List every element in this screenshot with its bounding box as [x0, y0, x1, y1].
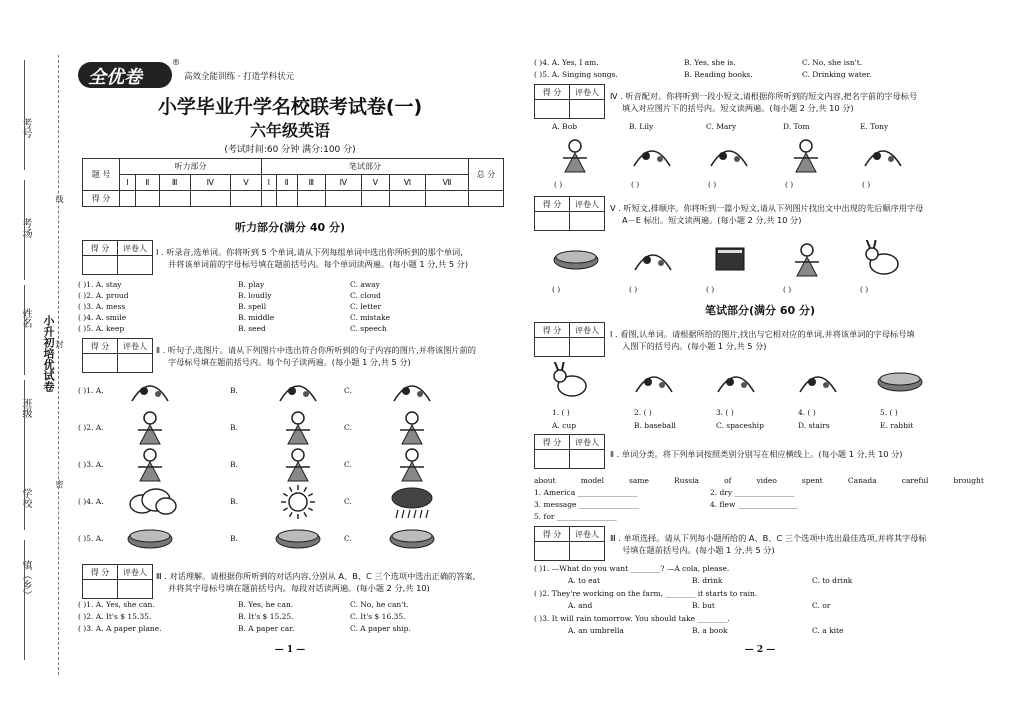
score-col-writing: Ⅱ [276, 175, 297, 191]
score-cell[interactable] [297, 191, 325, 207]
w3-option-c[interactable]: C. to drink [812, 576, 853, 585]
w1-heading: Ⅰ . 看图,认单词。请根据所给的图片,找出与它相对应的单词,并将该单词的字母标号填 入图下的括号内。(每小题 1 分,共 5 分) [610, 329, 915, 351]
score-input[interactable] [535, 338, 570, 357]
w1-answer[interactable]: 5. ( ) [880, 408, 898, 417]
town-label: 镇（乡） [20, 560, 31, 600]
dress-image [779, 240, 835, 280]
option-b[interactable]: B. play [238, 280, 265, 289]
w3-options [534, 601, 984, 614]
page-number-1: — 1 — [274, 645, 306, 655]
q2-item-label[interactable]: ( )3. A. [78, 460, 104, 469]
total-header: 总 分 [469, 159, 504, 191]
w3-options [534, 576, 984, 589]
w2-word-bank [534, 476, 984, 485]
w1-word: A. cup [552, 421, 577, 430]
w2-word: brought [953, 476, 984, 485]
sandwich-image [270, 522, 326, 556]
brand-reg: ® [172, 58, 180, 67]
list-item [78, 302, 508, 313]
score-col-writing: Ⅲ [297, 175, 325, 191]
q2-picture[interactable] [122, 411, 178, 449]
q4-picture[interactable] [856, 136, 910, 180]
score-input[interactable] [535, 212, 570, 231]
page-1 [70, 0, 510, 725]
score-cell[interactable] [425, 191, 468, 207]
q4-picture[interactable] [548, 136, 602, 180]
w2-word: Russia [673, 476, 700, 485]
q5-picture[interactable] [548, 240, 604, 284]
q4-answer-paren[interactable]: ( ) [554, 180, 563, 189]
page-number-2: — 2 — [744, 645, 776, 655]
q4-picture[interactable] [702, 136, 756, 180]
option-b[interactable]: B. Yes, she is. [684, 58, 736, 67]
seal-mi-char: 密 [55, 480, 64, 488]
option-b[interactable]: B. middle [238, 313, 275, 322]
piano-player-image [270, 411, 326, 445]
cyclist-image [625, 136, 679, 176]
option-b[interactable]: B. A paper car. [238, 624, 295, 633]
w3-option-b[interactable]: B. but [692, 601, 715, 610]
q2-picture[interactable] [384, 374, 440, 412]
w1-word: E. rabbit [880, 421, 914, 430]
writing-title: 笔试部分(满分 60 分) [704, 304, 816, 317]
score-cell[interactable] [262, 191, 276, 207]
brand-logo-text: 全优卷 [88, 67, 142, 88]
grader-input[interactable] [118, 256, 153, 275]
q4-name: E. Tony [860, 122, 889, 131]
score-cell[interactable] [190, 191, 230, 207]
option-c[interactable]: C. cloud [350, 291, 381, 300]
w3-option-a[interactable]: A. and [568, 601, 593, 610]
listening-header: 听力部分 [120, 159, 262, 175]
cup-image [872, 362, 928, 402]
q4-answer-paren[interactable]: ( ) [631, 180, 640, 189]
stairs-image [626, 362, 682, 402]
sunny-image [270, 485, 326, 519]
binding-margin [0, 0, 62, 725]
w3-options [534, 626, 984, 639]
w2-line-2[interactable]: 2. dry ________________ [710, 488, 795, 497]
q2-option-label: C. [344, 423, 352, 432]
q2-item-label[interactable]: ( )4. A. [78, 497, 104, 506]
w2-line-4[interactable]: 4. flew ________________ [710, 500, 798, 509]
score-cell[interactable] [325, 191, 361, 207]
violin-player-image [122, 411, 178, 445]
q4-picture[interactable] [779, 136, 833, 180]
q4-heading: Ⅳ . 听音配对。你将听到一段小短文,请根据你所听到的短文内容,把名字前的字母标号 填入对应图片下的括号内。短文读两遍。(每小题 2 分,共 10 分) [610, 91, 918, 113]
list-item [78, 612, 508, 624]
cloudy-image [122, 485, 178, 519]
q5-answer-paren[interactable]: ( ) [783, 285, 792, 294]
q2-option-label: B. [230, 534, 238, 543]
option-b[interactable]: B. It's $ 15.25. [238, 612, 294, 621]
option-n[interactable]: ( )5. A. Singing songs. [534, 70, 618, 79]
brand-slogan: 高效全能训练 · 打造学科状元 [184, 72, 295, 82]
q5-answer-paren[interactable]: ( ) [552, 285, 561, 294]
option-n[interactable]: ( )1. A. Yes, she can. [78, 600, 155, 609]
grader-input[interactable] [570, 212, 605, 231]
boy-image [270, 448, 326, 482]
option-c[interactable]: C. It's $ 16.35. [350, 612, 406, 621]
q3-list-part1 [78, 600, 508, 636]
w1-picture [872, 362, 928, 406]
option-c[interactable]: C. speech [350, 324, 387, 333]
w1-picture [708, 362, 764, 406]
option-c[interactable]: C. No, he can't. [350, 600, 409, 609]
w2-word: same [629, 476, 649, 485]
w1-grid [534, 362, 984, 434]
list-item [78, 600, 508, 612]
q2-picture[interactable] [122, 448, 178, 486]
page-2 [530, 0, 990, 725]
w1-row [534, 362, 984, 434]
q4-name: C. Mary [706, 122, 737, 131]
hotdog-image [384, 522, 440, 556]
score-input[interactable] [83, 256, 118, 275]
w3-question: ( )1. —What do you want ________? —A cola, please. [534, 564, 730, 573]
q2-picture[interactable] [122, 485, 178, 523]
score-input[interactable] [535, 100, 570, 119]
score-cell[interactable] [230, 191, 261, 207]
w2-word: of [724, 476, 732, 485]
w1-picture [626, 362, 682, 406]
q5-grid [534, 240, 984, 298]
scorebox-w3: 得 分 评卷人 [534, 526, 605, 561]
q2-item-label[interactable]: ( )1. A. [78, 386, 104, 395]
exam-time: (考试时间:60 分钟 满分:100 分) [224, 145, 356, 155]
list-item [534, 70, 984, 82]
w3-option-b[interactable]: B. a book [692, 626, 728, 635]
grader-input[interactable] [570, 338, 605, 357]
dog-image [856, 240, 912, 280]
q5-heading: Ⅴ . 听短文,排顺序。你将听到一篇小短文,请从下列图片找出文中出现的先后顺序用字母 A－E 标出。短文读两遍。(每小题 2 分,共 10 分) [610, 203, 924, 225]
option-n[interactable]: ( )4. A. smile [78, 313, 127, 322]
page-title: 小学毕业升学名校联考试卷(一) [157, 96, 423, 118]
score-cell[interactable] [361, 191, 389, 207]
option-b[interactable]: B. Reading books. [684, 70, 753, 79]
w2-word: Canada [847, 476, 877, 485]
score-col-listening: Ⅱ [136, 175, 160, 191]
score-cell[interactable] [389, 191, 425, 207]
option-c[interactable]: C. A paper ship. [350, 624, 411, 633]
w1-answer[interactable]: 1. ( ) [552, 408, 570, 417]
fishing-image [779, 136, 833, 176]
score-col-listening: Ⅴ [230, 175, 261, 191]
seal-dashed-line [58, 55, 60, 675]
w1-picture [790, 362, 846, 406]
q4-name: D. Tom [783, 122, 810, 131]
q2-option-label: C. [344, 497, 352, 506]
q4-grid [534, 122, 984, 194]
option-b[interactable]: B. spell [238, 302, 267, 311]
scorebox-q2: 得 分 评卷人 [82, 338, 153, 373]
exam-no-label: 考号 [20, 118, 31, 138]
baseball-bat-image [708, 362, 764, 402]
rainy-image [384, 485, 440, 519]
q2-option-label: C. [344, 534, 352, 543]
w3-question: ( )3. It will rain tomorrow. You should take ________. [534, 614, 730, 623]
q1-heading: Ⅰ . 听录音,选单词。你将听到 5 个单词,请从下列每组单词中选出你所听到的那个单词, 并将该单词前的字母标号填在题前括号内。每个单词读两遍。(每小题 1 分,共 5 分) [156, 247, 469, 269]
q2-picture[interactable] [384, 522, 440, 560]
q2-picture[interactable] [384, 448, 440, 486]
option-n[interactable]: ( )2. A. It's $ 15.35. [78, 612, 152, 621]
scorebox-q3: 得 分 评卷人 [82, 564, 153, 599]
score-col-writing: Ⅴ [361, 175, 389, 191]
q2-option-label: C. [344, 460, 352, 469]
list-item [534, 58, 984, 70]
score-input[interactable] [83, 354, 118, 373]
option-c[interactable]: C. away [350, 280, 380, 289]
option-n[interactable]: ( )5. A. keep [78, 324, 125, 333]
q5-answer-paren[interactable]: ( ) [860, 285, 869, 294]
q2-picture[interactable] [384, 411, 440, 449]
defen-cell: 得 分 [83, 191, 120, 207]
q5-answer-paren[interactable]: ( ) [706, 285, 715, 294]
tihao-cell: 题 号 [83, 159, 120, 191]
page-subtitle: 六年级英语 [249, 121, 330, 140]
music-notes-image [625, 240, 681, 280]
w2-line-5[interactable]: 5. for ________________ [534, 512, 617, 521]
w2-word: video [756, 476, 777, 485]
option-n[interactable]: ( )2. A. proud [78, 291, 129, 300]
w3-option-a[interactable]: A. to eat [568, 576, 601, 585]
book-image [702, 240, 758, 280]
school-label: 学校 [20, 488, 31, 508]
score-input[interactable] [83, 580, 118, 599]
q2-item-label[interactable]: ( )5. A. [78, 534, 104, 543]
trumpet-player-image [384, 411, 440, 445]
option-b[interactable]: B. Yes, he can. [238, 600, 294, 609]
seal-feng-char: 封 [55, 340, 64, 348]
scorebox-q4: 得 分 评卷人 [534, 84, 605, 119]
q5-picture[interactable] [779, 240, 835, 284]
score-col-listening: Ⅰ [120, 175, 136, 191]
w2-line-1[interactable]: 1. America ________________ [534, 488, 638, 497]
total-cell[interactable] [469, 191, 504, 207]
q3-heading: Ⅲ . 对话理解。请根据你所听到的对话内容,分别从 A、B、C 三个选项中选出正确的答案, 并将其字母标号填在题前括号内。每段对话读两遍。(每小题 2 分,共 10) [156, 571, 476, 593]
girl-image [122, 448, 178, 482]
w1-answer[interactable]: 2. ( ) [634, 408, 652, 417]
seal-line-char: 线 [55, 195, 64, 203]
option-b[interactable]: B. loudly [238, 291, 272, 300]
rowing-image [702, 136, 756, 176]
exam-no-line [24, 60, 26, 170]
q4-answer-paren[interactable]: ( ) [708, 180, 717, 189]
man-with-bag-image [384, 448, 440, 482]
score-input[interactable] [535, 450, 570, 469]
spaceship-image [790, 362, 846, 402]
scorebox-q1: 得 分 评卷人 [82, 240, 153, 275]
score-col-writing: Ⅶ [425, 175, 468, 191]
q4-row [534, 122, 984, 194]
score-table [82, 158, 504, 207]
cake-image [548, 240, 604, 280]
w1-word: D. stairs [798, 421, 830, 430]
hamburger-image [122, 522, 178, 556]
q4-answer-paren[interactable]: ( ) [862, 180, 871, 189]
score-cell[interactable] [276, 191, 297, 207]
w1-word: C. spaceship [716, 421, 764, 430]
score-cell[interactable] [120, 191, 136, 207]
list-item [78, 313, 508, 324]
list-item [78, 624, 508, 636]
w2-word: model [580, 476, 604, 485]
w1-picture [544, 362, 600, 406]
q5-picture[interactable] [856, 240, 912, 284]
w3-option-b[interactable]: B. drink [692, 576, 723, 585]
w1-word: B. baseball [634, 421, 676, 430]
list-item [78, 291, 508, 302]
w2-line-3[interactable]: 3. message ________________ [534, 500, 639, 509]
score-col-writing: Ⅳ [325, 175, 361, 191]
q1-list [78, 280, 508, 335]
q2-option-label: B. [230, 386, 238, 395]
singing-image [856, 136, 910, 176]
painter-image [548, 136, 602, 176]
option-c[interactable]: C. mistake [350, 313, 391, 322]
option-c[interactable]: C. letter [350, 302, 382, 311]
option-n[interactable]: ( )1. A. stay [78, 280, 122, 289]
score-cell[interactable] [136, 191, 160, 207]
scorebox-q5: 得 分 评卷人 [534, 196, 605, 231]
option-b[interactable]: B. seed [238, 324, 266, 333]
q2-item-label[interactable]: ( )2. A. [78, 423, 104, 432]
w3-list [534, 564, 984, 639]
w3-question: ( )2. They're working on the farm, ________ it starts to rain. [534, 589, 758, 598]
music-notes-image [384, 374, 440, 408]
q5-picture[interactable] [625, 240, 681, 284]
option-n[interactable]: ( )4. A. Yes, I am. [534, 58, 599, 67]
name-label: 姓名 [20, 308, 31, 328]
w3-option-a[interactable]: A. an umbrella [568, 626, 624, 635]
w3-option-c[interactable]: C. a kite [812, 626, 844, 635]
grader-input[interactable] [570, 100, 605, 119]
grader-input[interactable] [570, 542, 605, 561]
list-item [78, 324, 508, 335]
rabbit-image [544, 362, 600, 402]
w1-answer[interactable]: 4. ( ) [798, 408, 816, 417]
writing-header: 笔试部分 [262, 159, 469, 175]
q2-picture[interactable] [270, 485, 326, 523]
leaf-image [270, 374, 326, 408]
w2-word: about [534, 476, 556, 485]
birds-image [122, 374, 178, 408]
q2-heading: Ⅱ . 听句子,选图片。请从下列图片中选出符合你所听到的句子内容的图片,并将该图片前的 字母标号填在题前括号内。每个句子读两遍。(每小题 1 分,共 5 分) [156, 345, 476, 367]
q5-answer-paren[interactable]: ( ) [629, 285, 638, 294]
q2-picture[interactable] [270, 411, 326, 449]
score-col-writing: Ⅰ [262, 175, 276, 191]
q2-picture[interactable] [384, 485, 440, 523]
q2-option-label: B. [230, 497, 238, 506]
option-n[interactable]: ( )3. A. mess [78, 302, 126, 311]
q4-answer-paren[interactable]: ( ) [785, 180, 794, 189]
q2-picture[interactable] [270, 522, 326, 560]
score-col-writing: Ⅵ [389, 175, 425, 191]
w2-word: careful [901, 476, 929, 485]
score-col-listening: Ⅳ [190, 175, 230, 191]
w2-word: spent [801, 476, 823, 485]
q2-option-label: C. [344, 386, 352, 395]
q2-option-label: B. [230, 460, 238, 469]
q4-name: A. Bob [552, 122, 578, 131]
q4-picture[interactable] [625, 136, 679, 180]
score-cell[interactable] [159, 191, 190, 207]
w3-heading: Ⅲ . 单项选择。请从下列每小题所给的 A、B、C 三个选项中选出最佳选项,并将其字母标 号填在题前括号内。(每小题 1 分,共 5 分) [610, 533, 927, 555]
w2-heading: Ⅱ . 单词分类。将下列单词按照类别分别写在相应横线上。(每小题 1 分,共 10 分) [610, 449, 903, 459]
scorebox-w2: 得 分 评卷人 [534, 434, 605, 469]
grader-input[interactable] [118, 354, 153, 373]
score-input[interactable] [535, 542, 570, 561]
q2-option-label: B. [230, 423, 238, 432]
q4-name: B. Lily [629, 122, 654, 131]
list-item [78, 280, 508, 291]
listening-title: 听力部分(满分 40 分) [234, 221, 346, 234]
class-label: 班级 [20, 398, 31, 418]
q2-picture[interactable] [270, 448, 326, 486]
grader-input[interactable] [570, 450, 605, 469]
option-n[interactable]: ( )3. A. A paper plane. [78, 624, 162, 633]
option-c[interactable]: C. No, she isn't. [802, 58, 863, 67]
w3-option-c[interactable]: C. or [812, 601, 831, 610]
q3-list-part2 [534, 58, 984, 82]
w1-answer[interactable]: 3. ( ) [716, 408, 734, 417]
q2-picture[interactable] [270, 374, 326, 412]
q2-picture[interactable] [122, 374, 178, 412]
option-c[interactable]: C. Drinking water. [802, 70, 872, 79]
seal-text: 小升初培优试卷 [42, 315, 55, 392]
score-col-listening: Ⅲ [159, 175, 190, 191]
room-label: 考场 [20, 218, 31, 238]
q5-row [534, 240, 984, 298]
q5-picture[interactable] [702, 240, 758, 284]
scorebox-w1: 得 分 评卷人 [534, 322, 605, 357]
grader-input[interactable] [118, 580, 153, 599]
q2-picture[interactable] [122, 522, 178, 560]
